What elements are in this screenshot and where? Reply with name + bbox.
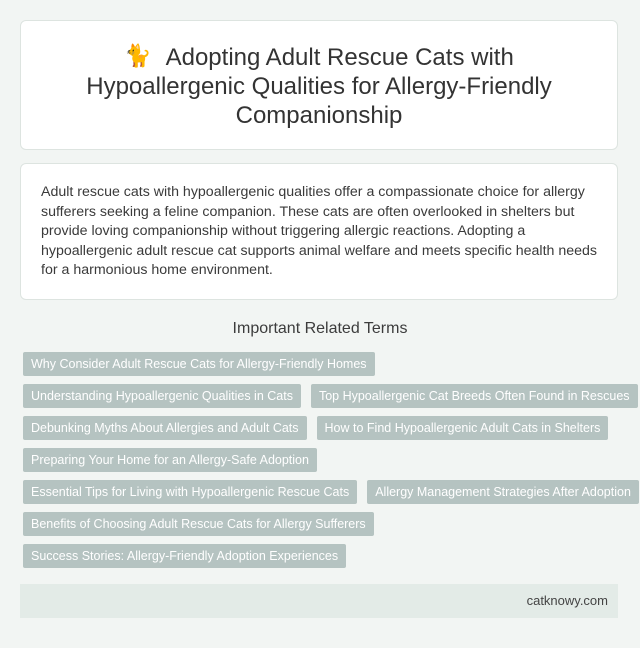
related-term-tag[interactable]: Why Consider Adult Rescue Cats for Allergy-Friendly Homes	[23, 352, 375, 376]
tag-row	[23, 480, 631, 504]
related-terms-heading: Important Related Terms	[232, 320, 408, 337]
related-term-tag[interactable]: Debunking Myths About Allergies and Adult Cats	[23, 416, 307, 440]
related-term-tag[interactable]: Preparing Your Home for an Allergy-Safe Adoption	[23, 448, 317, 472]
tag-row	[23, 448, 623, 472]
tag-row	[23, 352, 623, 376]
description-card	[20, 163, 618, 300]
related-term-tag[interactable]: Success Stories: Allergy-Friendly Adoption Experiences	[23, 544, 346, 568]
related-term-tag[interactable]: Benefits of Choosing Adult Rescue Cats for Allergy Sufferers	[23, 512, 374, 536]
page-title	[21, 41, 617, 130]
page-title-text: Adopting Adult Rescue Cats with Hypoallergenic Qualities for Allergy-Friendly Companionship	[86, 43, 552, 129]
related-term-tag[interactable]: How to Find Hypoallergenic Adult Cats in Shelters	[317, 416, 609, 440]
related-term-tag[interactable]: Understanding Hypoallergenic Qualities in Cats	[23, 384, 301, 408]
footer-site-link[interactable]: catknowy.com	[526, 593, 608, 608]
related-term-tag[interactable]: Top Hypoallergenic Cat Breeds Often Found in Rescues	[311, 384, 638, 408]
related-terms-list	[23, 352, 631, 576]
title-card	[20, 20, 618, 150]
cat-icon: 🐈	[124, 42, 152, 68]
tag-row	[23, 544, 623, 568]
tag-row	[23, 416, 623, 440]
footer	[20, 584, 618, 618]
tag-row	[23, 384, 630, 408]
description-text: Adult rescue cats with hypoallergenic qualities offer a compassionate choice for allergy sufferers seeking a feline companion. These cats are often overlooked in shelters but provide loving companionship without triggering allergic reactions. Adopting a hypoallergenic adult rescue cat supports animal welfare and meets specific health needs for a harmonious home environment.	[41, 184, 597, 278]
related-term-tag[interactable]: Allergy Management Strategies After Adoption	[367, 480, 639, 504]
related-term-tag[interactable]: Essential Tips for Living with Hypoallergenic Rescue Cats	[23, 480, 357, 504]
tag-row	[23, 512, 623, 536]
